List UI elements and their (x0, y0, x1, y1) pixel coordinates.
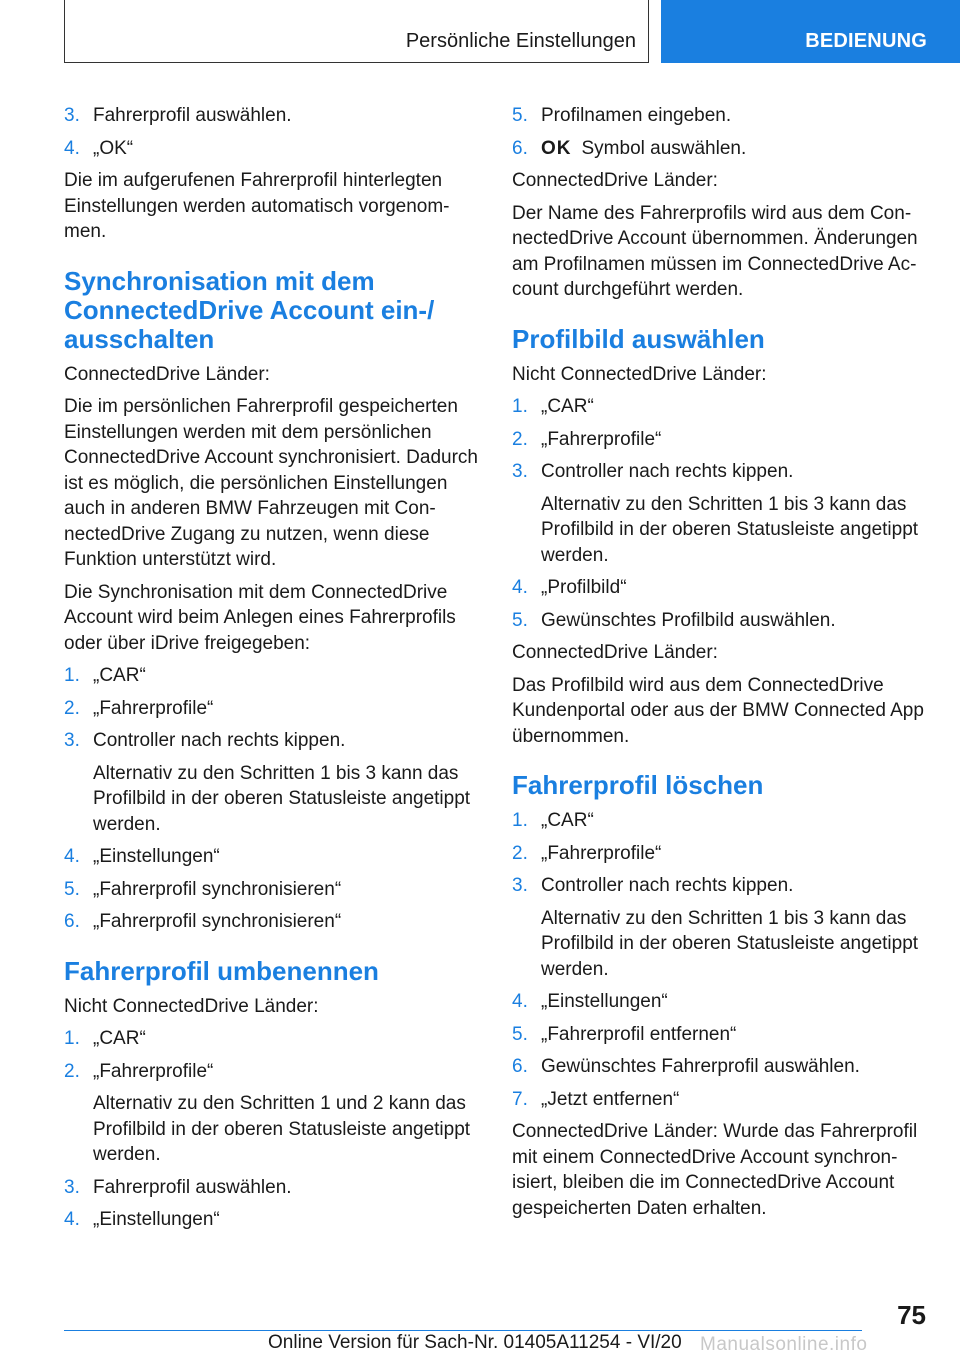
step-line (93, 1026, 479, 1052)
step-body (93, 663, 479, 689)
step-line (93, 1175, 479, 1201)
steps-delete (512, 808, 932, 1112)
list-item (512, 1087, 932, 1113)
ok-icon: OK (541, 137, 572, 159)
step-number: 2. (64, 1060, 80, 1082)
step-line (541, 873, 932, 899)
step-text: Symbol auswählen. (581, 137, 747, 159)
left-column (64, 103, 479, 1240)
step-number: 3. (64, 730, 80, 751)
step-number: 5. (512, 105, 528, 126)
step-text: Fahrerprofil auswählen. (93, 1176, 292, 1198)
step-number: 5. (64, 878, 80, 900)
step-body (93, 136, 479, 162)
step-line (541, 989, 932, 1015)
list-item (512, 841, 932, 867)
step-body (541, 808, 932, 834)
step-body (93, 844, 479, 870)
list-item (512, 575, 932, 601)
step-body (93, 103, 479, 129)
step-line (93, 696, 479, 722)
step-number: 2. (512, 428, 528, 450)
list-item (512, 427, 932, 453)
list-item (512, 989, 932, 1015)
step-line (93, 728, 479, 754)
paragraph: Die im persönlichen Fahrerprofil gespeicherten Einstellungen werden mit dem persönlichen ConnectedDrive Account synchronisiert. Dadurch ist es möglich, die persönlichen Einstellungen auch in anderen BMW Fahrzeugen mit ConnectedDrive Zugang zu nutzen, wenn diese Funktion unterstützt wird. (64, 396, 478, 570)
step-body (541, 459, 932, 568)
step-body (541, 989, 932, 1015)
step-line (541, 808, 932, 834)
step-text: „OK“ (93, 137, 134, 159)
step-number: 6. (512, 1056, 528, 1077)
paragraph: Nicht ConnectedDrive Länder: (512, 363, 767, 385)
paragraph: Der Name des Fahrerprofils wird aus dem ConnectedDrive Account übernommen. Änderungen am Profilnamen müssen im ConnectedDrive Account durchgeführt werden. (512, 202, 918, 300)
step-number: 4. (512, 577, 528, 598)
step-line (541, 459, 932, 485)
step-body (541, 1022, 932, 1048)
list-item (64, 1026, 479, 1052)
heading-sync: Synchronisation mit dem ConnectedDrive Account ein-/ ausschalten (64, 265, 435, 354)
paragraph: Die im aufgerufenen Fahrerprofil hinterlegten Einstellungen werden automatisch vorgenommen. (64, 170, 450, 242)
step-body (541, 1054, 932, 1080)
step-body (541, 427, 932, 453)
step-body (93, 1207, 479, 1233)
footer-divider (64, 1330, 862, 1331)
step-body (541, 1087, 932, 1113)
list-item (64, 136, 479, 162)
step-line (541, 394, 932, 420)
step-number: 3. (512, 875, 528, 896)
step-text: Controller nach rechts kippen. (93, 730, 346, 751)
step-number: 5. (512, 1023, 528, 1045)
step-number: 2. (64, 697, 80, 719)
step-line (541, 1022, 932, 1048)
step-body (541, 841, 932, 867)
list-item (512, 136, 932, 162)
step-text: „Fahrerprofil synchronisieren“ (93, 878, 342, 900)
chapter-tab-label: BEDIENUNG (805, 30, 927, 52)
step-text: Gewünschtes Profilbild auswählen. (541, 609, 836, 631)
step-note: Alternativ zu den Schritten 1 bis 3 kann das Profilbild in der oberen Statusleiste angetippt werden. (541, 493, 919, 566)
step-number: 3. (512, 461, 528, 482)
step-line (541, 427, 932, 453)
step-number: 1. (512, 810, 528, 831)
step-number: 5. (512, 609, 528, 631)
paragraph: Das Profilbild wird aus dem ConnectedDrive Kundenportal oder aus der BMW Connected App übernommen. (512, 674, 924, 747)
step-number: 2. (512, 842, 528, 864)
step-body (541, 136, 932, 162)
list-item (64, 877, 479, 903)
page-number: 75 (897, 1300, 926, 1330)
step-note: Alternativ zu den Schritten 1 bis 3 kann das Profilbild in der oberen Statusleiste angetippt werden. (93, 762, 471, 835)
step-text: „Fahrerprofile“ (93, 697, 214, 719)
step-text: Controller nach rechts kippen. (541, 875, 794, 896)
list-item (512, 808, 932, 834)
step-number: 1. (64, 665, 80, 686)
step-text: Controller nach rechts kippen. (541, 461, 794, 482)
list-item (512, 103, 932, 129)
step-line (93, 1059, 479, 1085)
step-body (93, 1175, 479, 1201)
step-line (93, 663, 479, 689)
step-text: Fahrerprofil auswählen. (93, 105, 292, 126)
step-line (93, 136, 479, 162)
step-line (93, 844, 479, 870)
paragraph: ConnectedDrive Länder: (512, 642, 718, 663)
list-item (64, 103, 479, 129)
list-item (64, 909, 479, 935)
list-item (64, 1207, 479, 1233)
step-number: 4. (512, 991, 528, 1012)
step-number: 1. (512, 396, 528, 417)
step-number: 6. (512, 137, 528, 159)
list-item (512, 1054, 932, 1080)
step-line (541, 136, 932, 162)
list-item (64, 663, 479, 689)
step-line (541, 841, 932, 867)
paragraph: ConnectedDrive Länder: (512, 170, 718, 191)
step-line (93, 103, 479, 129)
step-body (93, 728, 479, 837)
list-item (512, 1022, 932, 1048)
step-text: „Fahrerprofile“ (541, 428, 662, 450)
step-text: „CAR“ (541, 810, 594, 831)
step-body (541, 103, 932, 129)
step-body (541, 608, 932, 634)
step-text: Gewünschtes Fahrerprofil auswählen. (541, 1056, 860, 1077)
list-item (64, 728, 479, 837)
step-line (541, 1054, 932, 1080)
step-line (93, 1207, 479, 1233)
right-column (512, 103, 932, 1228)
step-text: „Jetzt entfernen“ (541, 1088, 680, 1110)
steps-profile-picture (512, 394, 932, 633)
paragraph: ConnectedDrive Länder: (64, 363, 270, 385)
step-number: 4. (64, 1209, 80, 1230)
paragraph: Nicht ConnectedDrive Länder: (64, 995, 319, 1017)
step-text: „Einstellungen“ (541, 991, 668, 1012)
step-text: „Fahrerprofile“ (541, 842, 662, 864)
step-body (541, 873, 932, 982)
step-text: „Fahrerprofil synchronisieren“ (93, 911, 342, 932)
step-text: „CAR“ (93, 665, 146, 686)
step-line (541, 1087, 932, 1113)
step-line (541, 103, 932, 129)
step-number: 3. (64, 1176, 80, 1198)
steps-rename (64, 1026, 479, 1233)
list-item (64, 1175, 479, 1201)
list-item (64, 1059, 479, 1168)
step-number: 7. (512, 1088, 528, 1110)
chapter-tab (661, 0, 960, 63)
step-number: 1. (64, 1028, 80, 1049)
step-text: „CAR“ (541, 396, 594, 417)
step-line (541, 608, 932, 634)
step-body (93, 1059, 479, 1168)
step-text: „Einstellungen“ (93, 846, 220, 867)
header-box (64, 0, 649, 63)
steps-select-profile (64, 103, 479, 161)
step-text: „Fahrerprofile“ (93, 1060, 214, 1082)
step-number: 4. (64, 846, 80, 867)
list-item (512, 394, 932, 420)
step-body (93, 1026, 479, 1052)
list-item (512, 873, 932, 982)
paragraph: ConnectedDrive Länder: Wurde das Fahrerprofil mit einem ConnectedDrive Account synchronisiert, bleiben die im ConnectedDrive Account gespeicherten Daten erhalten. (512, 1121, 918, 1219)
steps-sync (64, 663, 479, 935)
steps-rename-continued (512, 103, 932, 161)
step-text: „Einstellungen“ (93, 1209, 220, 1230)
step-line (541, 575, 932, 601)
step-note: Alternativ zu den Schritten 1 bis 3 kann das Profilbild in der oberen Statusleiste angetippt werden. (541, 907, 919, 980)
step-number: 3. (64, 105, 80, 126)
list-item (64, 696, 479, 722)
step-body (93, 877, 479, 903)
step-body (93, 696, 479, 722)
step-line (93, 909, 479, 935)
step-text: Profilnamen eingeben. (541, 105, 732, 126)
step-text: „CAR“ (93, 1028, 146, 1049)
step-body (541, 394, 932, 420)
heading-delete: Fahrerprofil löschen (512, 770, 764, 800)
paragraph: Die Synchronisation mit dem ConnectedDrive Account wird beim Anlegen eines Fahrerprofils oder über iDrive freigegeben: (64, 581, 456, 654)
list-item (512, 608, 932, 634)
list-item (512, 459, 932, 568)
step-note: Alternativ zu den Schritten 1 und 2 kann das Profilbild in der oberen Statusleiste angetippt werden. (93, 1093, 471, 1165)
heading-profile-picture: Profilbild auswählen (512, 323, 765, 354)
step-text: „Fahrerprofil entfernen“ (541, 1023, 737, 1045)
step-body (93, 909, 479, 935)
list-item (64, 844, 479, 870)
watermark: Manualsonline.info (700, 1334, 868, 1355)
step-number: 4. (64, 137, 80, 159)
step-text: „Profilbild“ (541, 577, 627, 598)
heading-rename: Fahrerprofil umbenennen (64, 955, 379, 986)
step-line (93, 877, 479, 903)
step-number: 6. (64, 911, 80, 932)
step-body (541, 575, 932, 601)
footer-text: Online Version für Sach-Nr. 01405A11254 - VI/20 (268, 1332, 682, 1353)
section-title: Persönliche Einstellungen (405, 30, 636, 52)
